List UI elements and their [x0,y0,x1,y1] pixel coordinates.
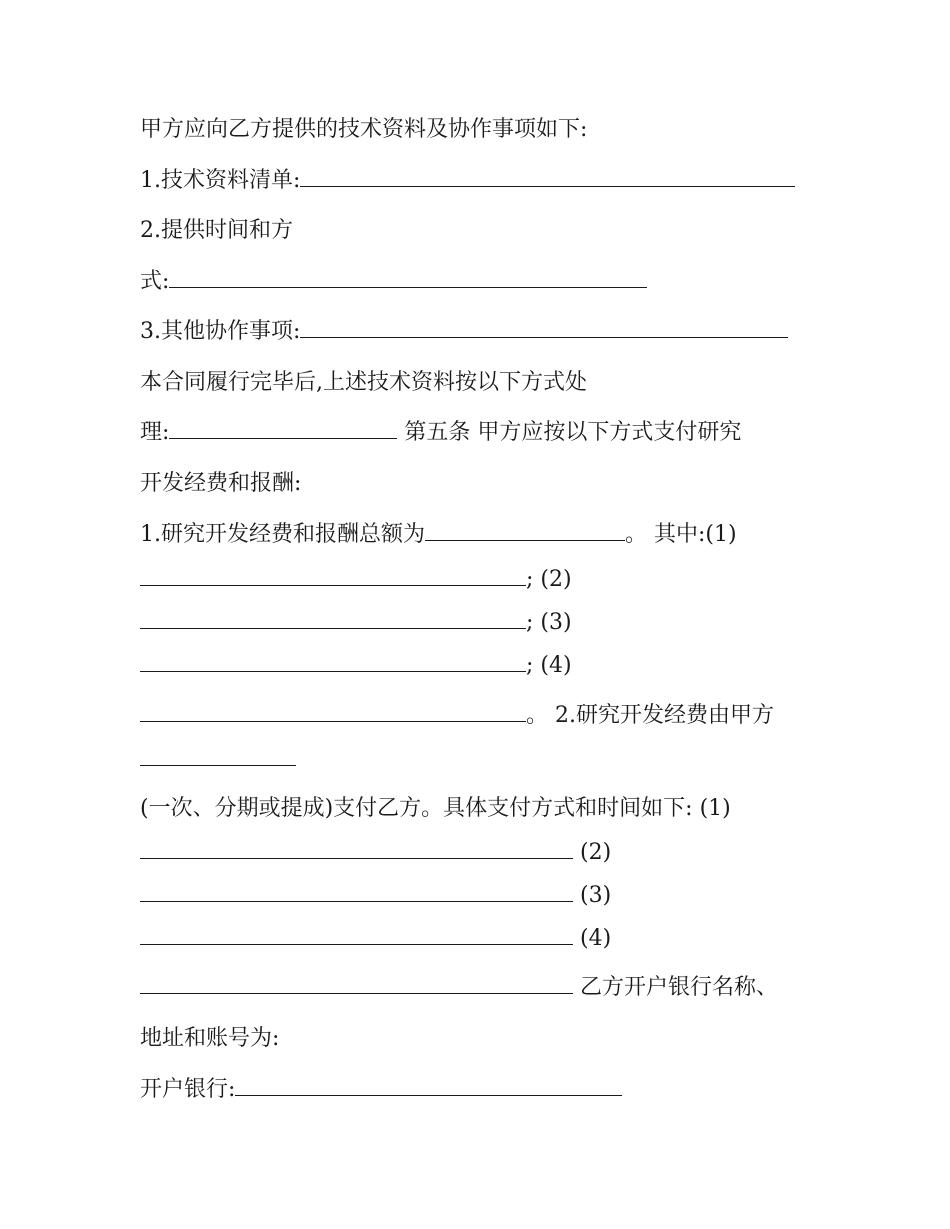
intro-text: 甲方应向乙方提供的技术资料及协作事项如下: [140,117,588,142]
item-4-suffix: 。 2.研究开发经费由甲方 [526,703,774,728]
payment-2-suffix: (3) [580,883,612,908]
item-1-blank[interactable] [140,565,526,586]
fees-line [140,469,301,499]
article-five-text: 第五条 甲方应按以下方式支付研究 [404,420,742,445]
fees-text: 开发经费和报酬: [140,471,302,496]
item-1-line [140,565,572,595]
bank-address-line [140,1024,279,1054]
bank-label: 开户银行: [140,1077,236,1102]
other-matters-blank[interactable] [300,317,788,338]
other-matters-label: 3.其他协作事项: [140,319,301,344]
item-2-suffix: ; (3) [526,610,572,635]
handling-method-line [140,418,741,448]
payment-4-line [140,973,778,1003]
tech-list-blank[interactable] [300,166,795,187]
item-2-blank[interactable] [140,608,526,629]
item-1-suffix: ; (2) [526,567,572,592]
other-matters-line [140,317,788,347]
payment-method-line [140,794,731,824]
item-4-line [140,701,774,731]
handling-method-blank[interactable] [169,418,397,439]
item-4-blank[interactable] [140,701,526,722]
item-3-suffix: ; (4) [526,653,572,678]
payment-3-suffix: (4) [580,926,612,951]
handling-text: 本合同履行完毕后,上述技术资料按以下方式处 [140,370,587,395]
payment-1-blank[interactable] [140,838,573,859]
payment-2-blank[interactable] [140,881,573,902]
payment-method-text: (一次、分期或提成)支付乙方。具体支付方式和时间如下: (1) [140,796,731,821]
payment-1-suffix: (2) [580,840,612,865]
bank-line [140,1075,622,1105]
provide-time-line [140,216,293,246]
total-amount-label: 1.研究开发经费和报酬总额为 [140,522,425,547]
tech-list-line [140,166,795,196]
intro-line [140,115,587,145]
item-2-line [140,608,572,638]
payer-blank-line [140,745,296,775]
bank-blank[interactable] [235,1075,622,1096]
total-amount-suffix: 。 其中:(1) [625,522,737,547]
payment-3-line [140,924,611,954]
provide-method-line [140,267,647,297]
item-3-line [140,651,572,681]
payer-blank[interactable] [140,745,296,766]
payment-4-blank[interactable] [140,973,573,994]
payment-3-blank[interactable] [140,924,573,945]
item-3-blank[interactable] [140,651,526,672]
provide-method-label: 式: [140,269,170,294]
bank-name-label: 乙方开户银行名称、 [580,975,779,1000]
provide-time-label: 2.提供时间和方 [140,218,293,243]
payment-1-line [140,838,611,868]
handling-line [140,368,587,398]
handling-method-label: 理: [140,420,170,445]
tech-list-label: 1.技术资料清单: [140,168,301,193]
provide-method-blank[interactable] [169,267,647,288]
total-amount-line [140,520,737,550]
bank-address-text: 地址和账号为: [140,1026,280,1051]
payment-2-line [140,881,611,911]
total-amount-blank[interactable] [425,520,625,541]
